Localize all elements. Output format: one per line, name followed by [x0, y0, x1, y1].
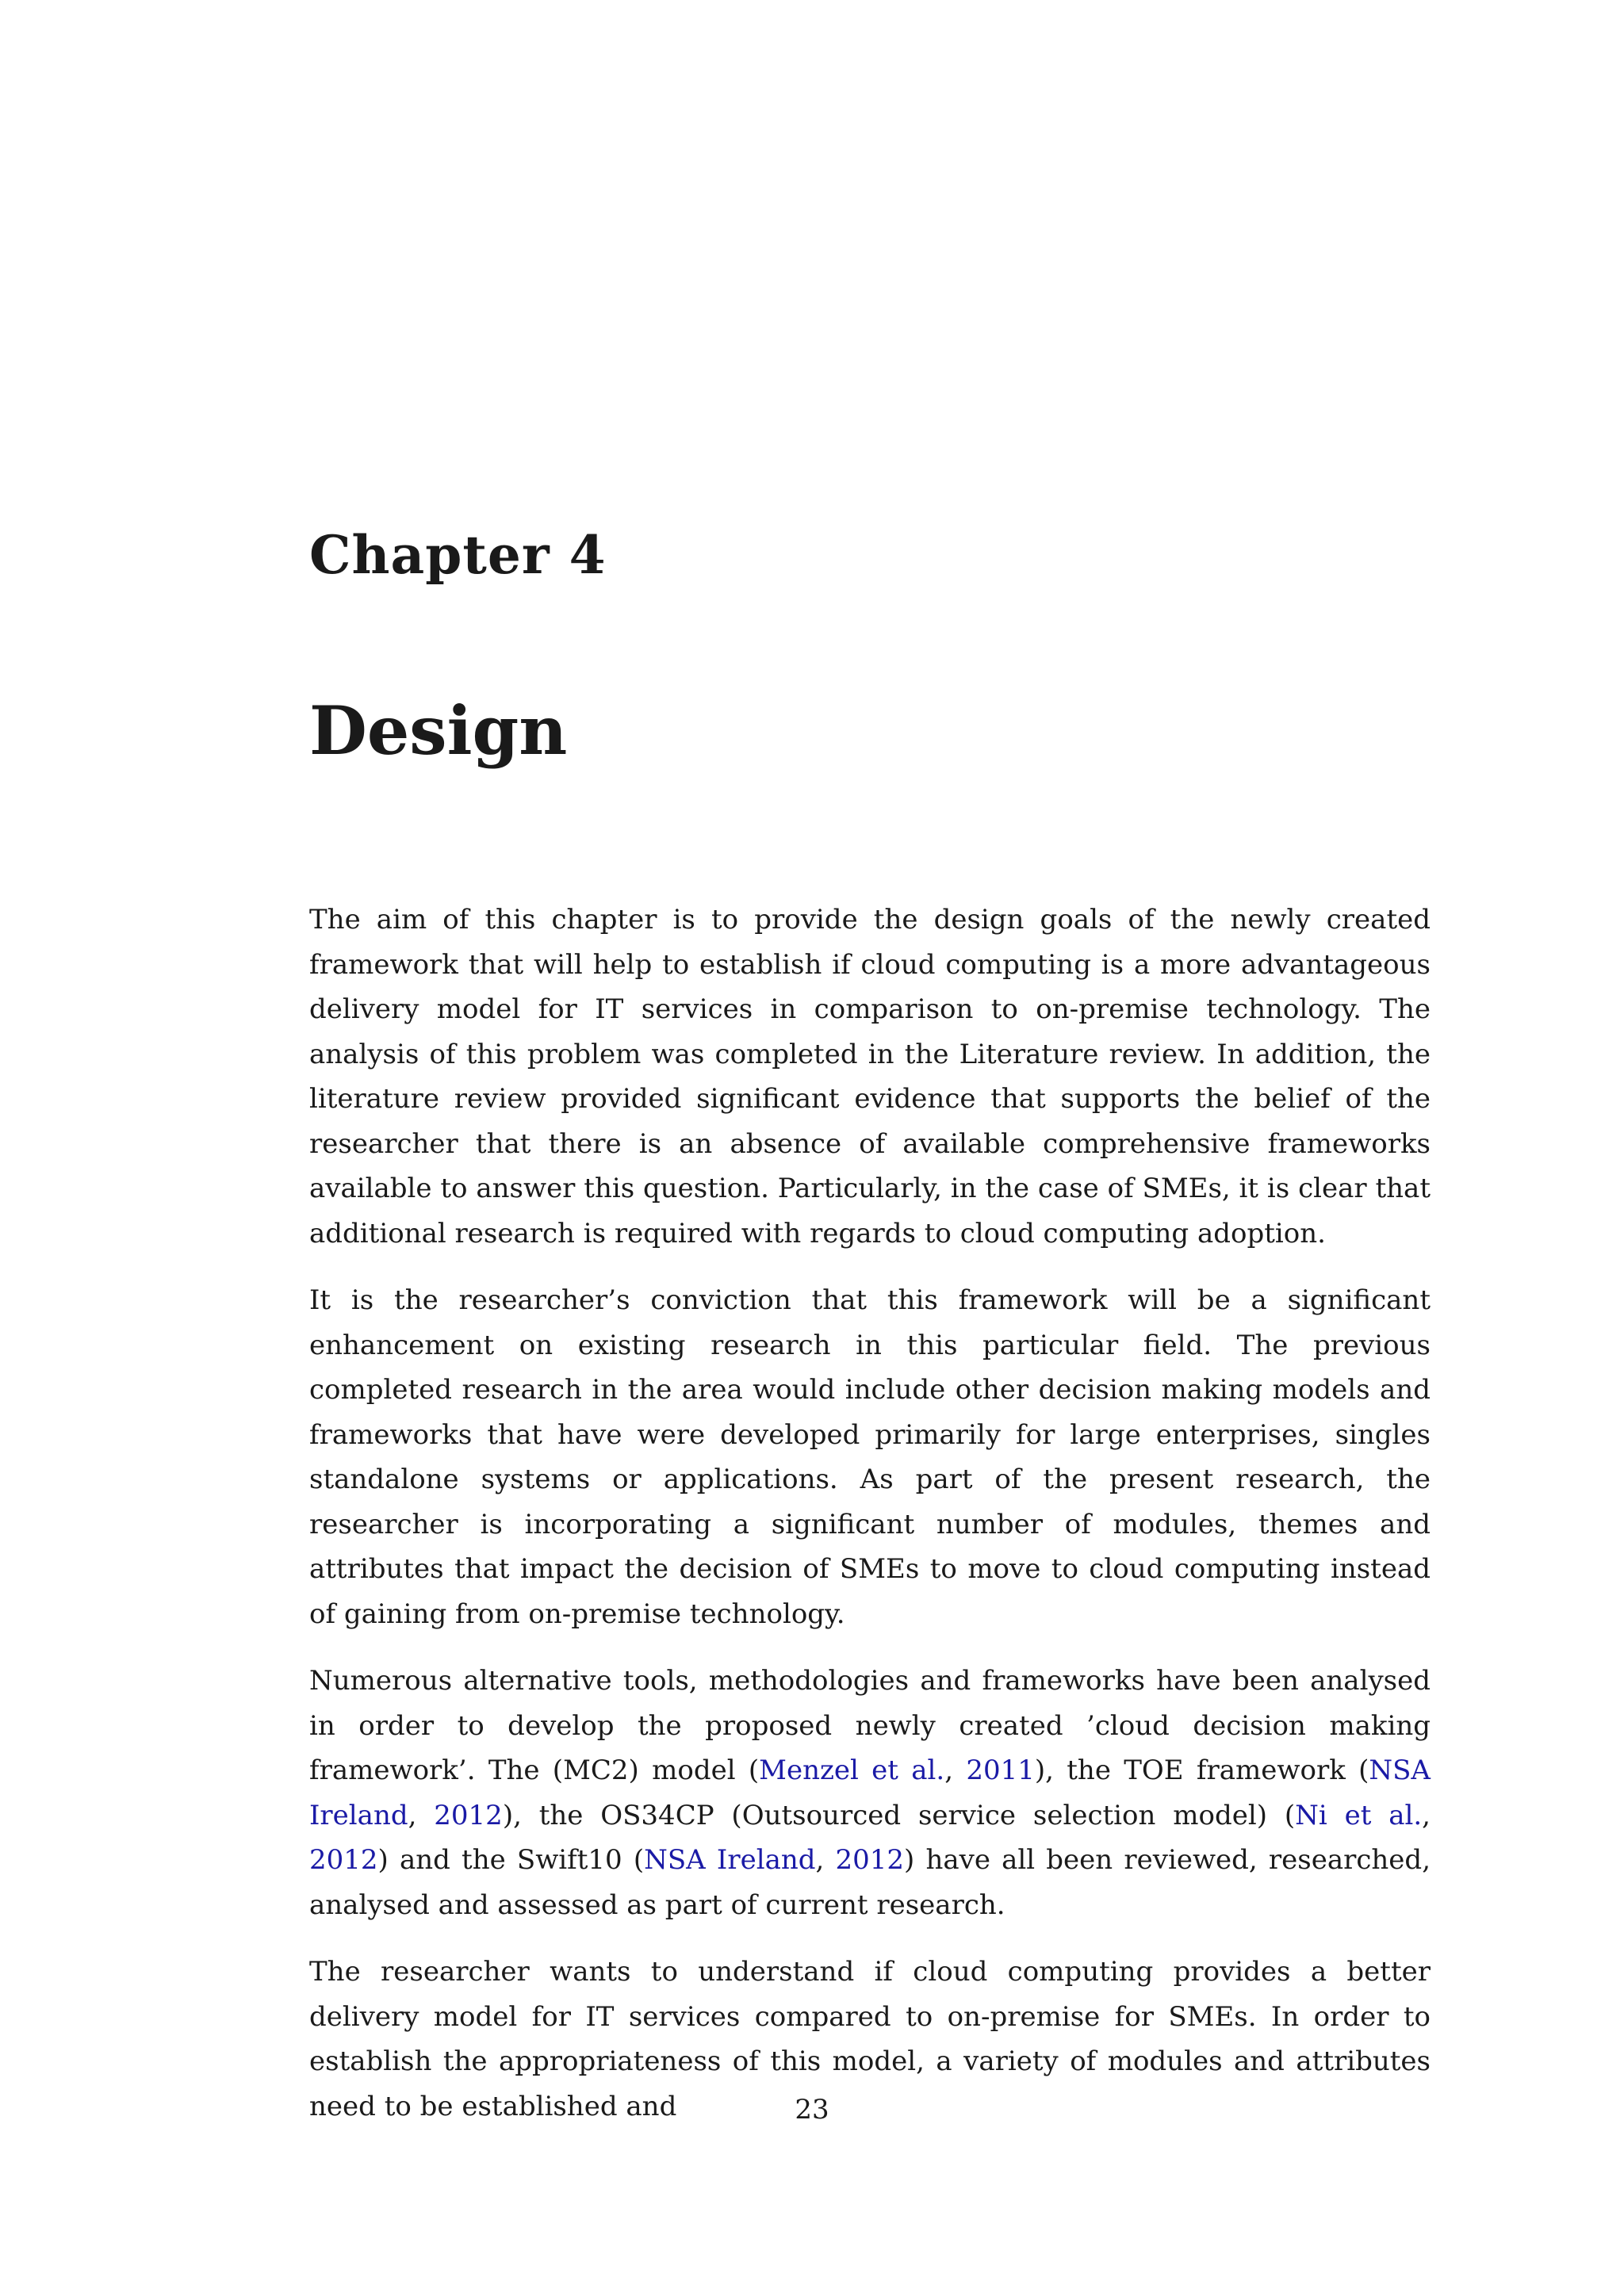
- paragraph-3-text: ,: [1422, 1799, 1431, 1831]
- citation-ni-year[interactable]: 2012: [309, 1844, 378, 1876]
- citation-nsa-year-2[interactable]: 2012: [835, 1844, 905, 1876]
- paragraph-3-text: ) and the Swift10 (: [377, 1844, 645, 1876]
- paragraph-3-text: ), the TOE framework (: [1034, 1755, 1369, 1786]
- chapter-label: Chapter 4: [309, 524, 607, 586]
- paragraph-3-text: ,: [408, 1799, 435, 1831]
- paragraph-4: The researcher wants to understand if cloud computing provides a better delivery model for IT services compared to on-premise for SMEs. In order to establish the appropriateness of this model, a variety of modules and attributes need to be established and: [309, 1956, 1431, 2122]
- page-number: 23: [795, 2094, 829, 2126]
- paragraph-2: It is the researcher’s conviction that this framework will be a significant enhancement on existing research in this particular field. The previous completed research in the area would include other decision making models and frameworks that have were developed primarily for large enterprises, singles standalone systems or applications. As part of the present research, the researcher is incorporating a significant number of modules, themes and attributes that impact the decision of SMEs to move to cloud computing instead of gaining from on-premise technology.: [309, 1284, 1431, 1630]
- citation-menzel-year[interactable]: 2011: [966, 1755, 1035, 1786]
- citation-menzel-author[interactable]: Menzel et al.: [759, 1755, 945, 1786]
- paragraph-3-text: Numerous alternative tools, methodologies and frameworks have been analysed in order to develop the proposed newly created ’cloud decision making framework’. The (MC2) model (: [309, 1665, 1431, 1786]
- paragraph-3-text: ,: [944, 1755, 967, 1786]
- paragraph-3-text: ), the OS34CP (Outsourced service selection model) (: [502, 1799, 1296, 1831]
- paragraph-3-text: ) have all been reviewed, researched, analysed and assessed as part of current research.: [309, 1844, 1431, 1921]
- paragraph-3: [309, 1659, 1431, 1927]
- chapter-body: [309, 897, 1431, 2151]
- citation-nsa-year[interactable]: 2012: [434, 1799, 503, 1831]
- paragraph-1: The aim of this chapter is to provide the design goals of the newly created framework that will help to establish if cloud computing is a more advantageous delivery model for IT services in comparison to on-premise technology. The analysis of this problem was completed in the Literature review. In addition, the literature review provided significant evidence that supports the belief of the researcher that there is an absence of available comprehensive frameworks available to answer this question. Particularly, in the case of SMEs, it is clear that additional research is required with regards to cloud computing adoption.: [309, 904, 1431, 1249]
- chapter-title: Design: [309, 691, 568, 770]
- citation-ni-author[interactable]: Ni et al.: [1295, 1799, 1423, 1831]
- citation-nsa-author-2[interactable]: NSA Ireland: [644, 1844, 816, 1876]
- citation-nsa-author[interactable]: NSA Ireland: [309, 1755, 1431, 1831]
- paragraph-3-text: ,: [815, 1844, 836, 1876]
